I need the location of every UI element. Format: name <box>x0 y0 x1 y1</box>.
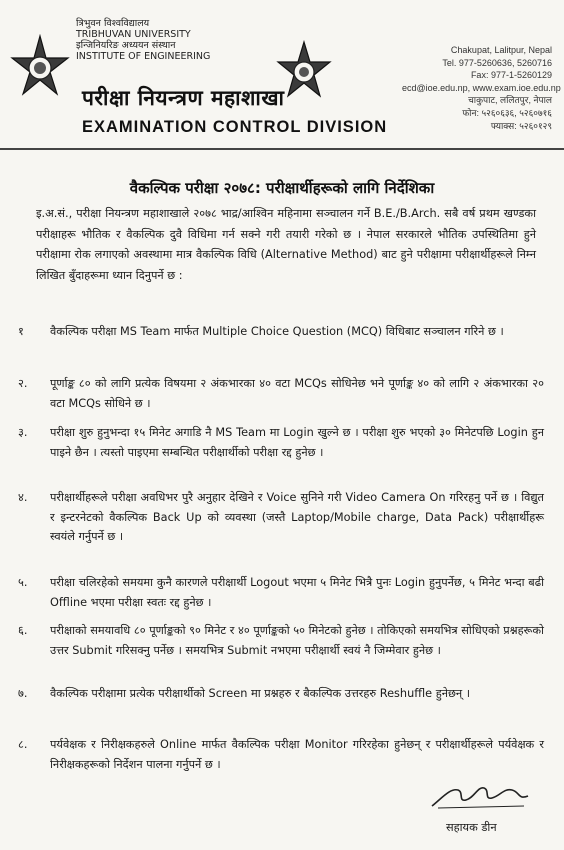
item-number: ३. <box>18 426 28 439</box>
item-text: पर्यवेक्षक र निरीक्षकहरुले Online मार्फत वैकल्पिक परीक्षा Monitor गरिरहेका हुनेछन् र परीक्षार्थीहरूले पर्यवेक्षक र निरीक्षकहरूको निर्देशन पालना गर्नुपर्ने छ । <box>50 738 544 771</box>
item-text: पूर्णाङ्क ८० को लागि प्रत्येक विषयमा २ अंकभारका ४० वटा MCQs सोधिनेछ भने पूर्णाङ्क ४० को लागि २ अंकभारका २० वटा MCQs सोधिने छ । <box>50 377 544 410</box>
item-text: परीक्षा चलिरहेको समयमा कुनै कारणले परीक्षार्थी Logout भएमा ५ मिनेट भित्रै पुनः Login हुनुपर्नेछ, ५ मिनेट भन्दा बढी Offline भएमा परीक्षा स्वतः रद्द हुनेछ । <box>50 576 544 609</box>
contact-tel: Tel. 977-5260636, 5260716 <box>442 57 552 68</box>
contact-email-web: ecd@ioe.edu.np, www.exam.ioe.edu.np <box>402 82 561 93</box>
item-number: ६. <box>18 624 28 637</box>
header-divider <box>0 148 564 150</box>
item-text: परीक्षार्थीहरूले परीक्षा अवधिभर पुरै अनुहार देखिने र Voice सुनिने गरी Video Camera On गरिरहनु पर्ने छ । विद्युत र इन्टरनेटको वैकल्पिक Back Up को व्यवस्था (जस्तै Laptop/Mobile charge, Data Pack) परीक्षार्थीहरू स्वयंले गर्नुपर्ने छ । <box>50 491 544 543</box>
document-title: वैकल्पिक परीक्षा २०७८: परीक्षार्थीहरूको लागि निर्देशिका <box>129 179 435 197</box>
item-number: ४. <box>18 491 28 504</box>
signatory-title: सहायक डीन <box>446 821 497 834</box>
instruction-item-4 <box>18 488 544 547</box>
item-number: १ <box>18 325 24 338</box>
intro-paragraph: इ.अ.सं., परीक्षा नियन्त्रण महाशाखाले २०७८ भाद्र/आश्विन महिनामा सञ्चालन गर्ने B.E./B.Arch. सबै वर्ष प्रथम खण्डका परीक्षाहरू भौतिक र वैकल्पिक दुवै विधिमा गर्न सक्ने गरी तयारी गरेको छ । नेपाल सरकारले भौतिक उपस्थितिमा हुने परीक्षामा रोक लगाएको अवस्थामा मात्र वैकल्पिक विधि (Alternative Method) बाट हुने परीक्षामा परीक्षार्थीहरूले निम्न लिखित बुँदाहरूमा ध्यान दिनुपर्ने छ : <box>36 207 536 282</box>
institute-name-en: INSTITUTE OF ENGINEERING <box>76 51 211 62</box>
instruction-item-1 <box>18 322 544 342</box>
contact-fax: Fax: 977-1-5260129 <box>470 70 552 81</box>
item-text: परीक्षा शुरु हुनुभन्दा १५ मिनेट अगाडि नै MS Team मा Login खुल्ने छ । परीक्षा शुरु भएको ३० मिनेटपछि Login हुन पाइने छैन । त्यस्तो पाइएमा सम्बन्धित परीक्षार्थीको परीक्षा रद्द हुनेछ । <box>50 426 544 459</box>
division-name-en: EXAMINATION CONTROL DIVISION <box>82 118 388 136</box>
item-number: ८. <box>18 738 28 751</box>
item-number: ७. <box>18 687 28 700</box>
contact-fax-np: फ्याक्स: ५२६०१२९ <box>490 120 552 131</box>
contact-phone-np: फोन: ५२६०६३६, ५२६०७१६ <box>462 107 552 118</box>
item-number: २. <box>18 377 28 390</box>
institute-name-np: इन्जिनियरिङ अध्ययन संस्थान <box>76 40 176 51</box>
institution-names <box>76 18 286 62</box>
item-number: ५. <box>18 576 28 589</box>
instruction-item-2 <box>18 374 544 413</box>
contact-address: Chakupat, Lalitpur, Nepal <box>450 45 552 55</box>
item-text: वैकल्पिक परीक्षा MS Team मार्फत Multiple Choice Question (MCQ) विधिबाट सञ्चालन गरिने छ । <box>50 325 504 338</box>
instruction-item-7 <box>18 684 544 704</box>
contact-address-np: चाकुपाट, ललितपुर, नेपाल <box>468 95 552 106</box>
instruction-item-3 <box>18 423 544 462</box>
university-name-np: त्रिभुवन विश्वविद्यालय <box>76 18 150 29</box>
contact-block <box>402 44 561 132</box>
item-text: वैकल्पिक परीक्षामा प्रत्येक परीक्षार्थीको Screen मा प्रश्नहरु र बैकल्पिक उत्तरहरु Reshuffle हुनेछन् । <box>50 687 471 700</box>
instruction-item-5 <box>18 573 544 612</box>
instruction-item-8 <box>18 735 544 774</box>
university-emblem-icon <box>6 34 74 102</box>
division-name-np: परीक्षा नियन्त्रण महाशाखा <box>82 86 285 110</box>
item-text: परीक्षाको समयावधि ८० पूर्णाङ्कको ९० मिनेट र ४० पूर्णाङ्कको ५० मिनेटको हुनेछ । तोकिएको समयभित्र सोधिएको प्रश्नहरूको उत्तर Submit गरिसक्नु पर्नेछ । समयभित्र Submit नभएमा परीक्षार्थी स्वयं नै जिम्मेवार हुनेछ । <box>50 624 544 657</box>
handwritten-signature <box>428 778 538 814</box>
instruction-item-6 <box>18 621 544 660</box>
university-name-en: TRIBHUVAN UNIVERSITY <box>76 29 191 40</box>
